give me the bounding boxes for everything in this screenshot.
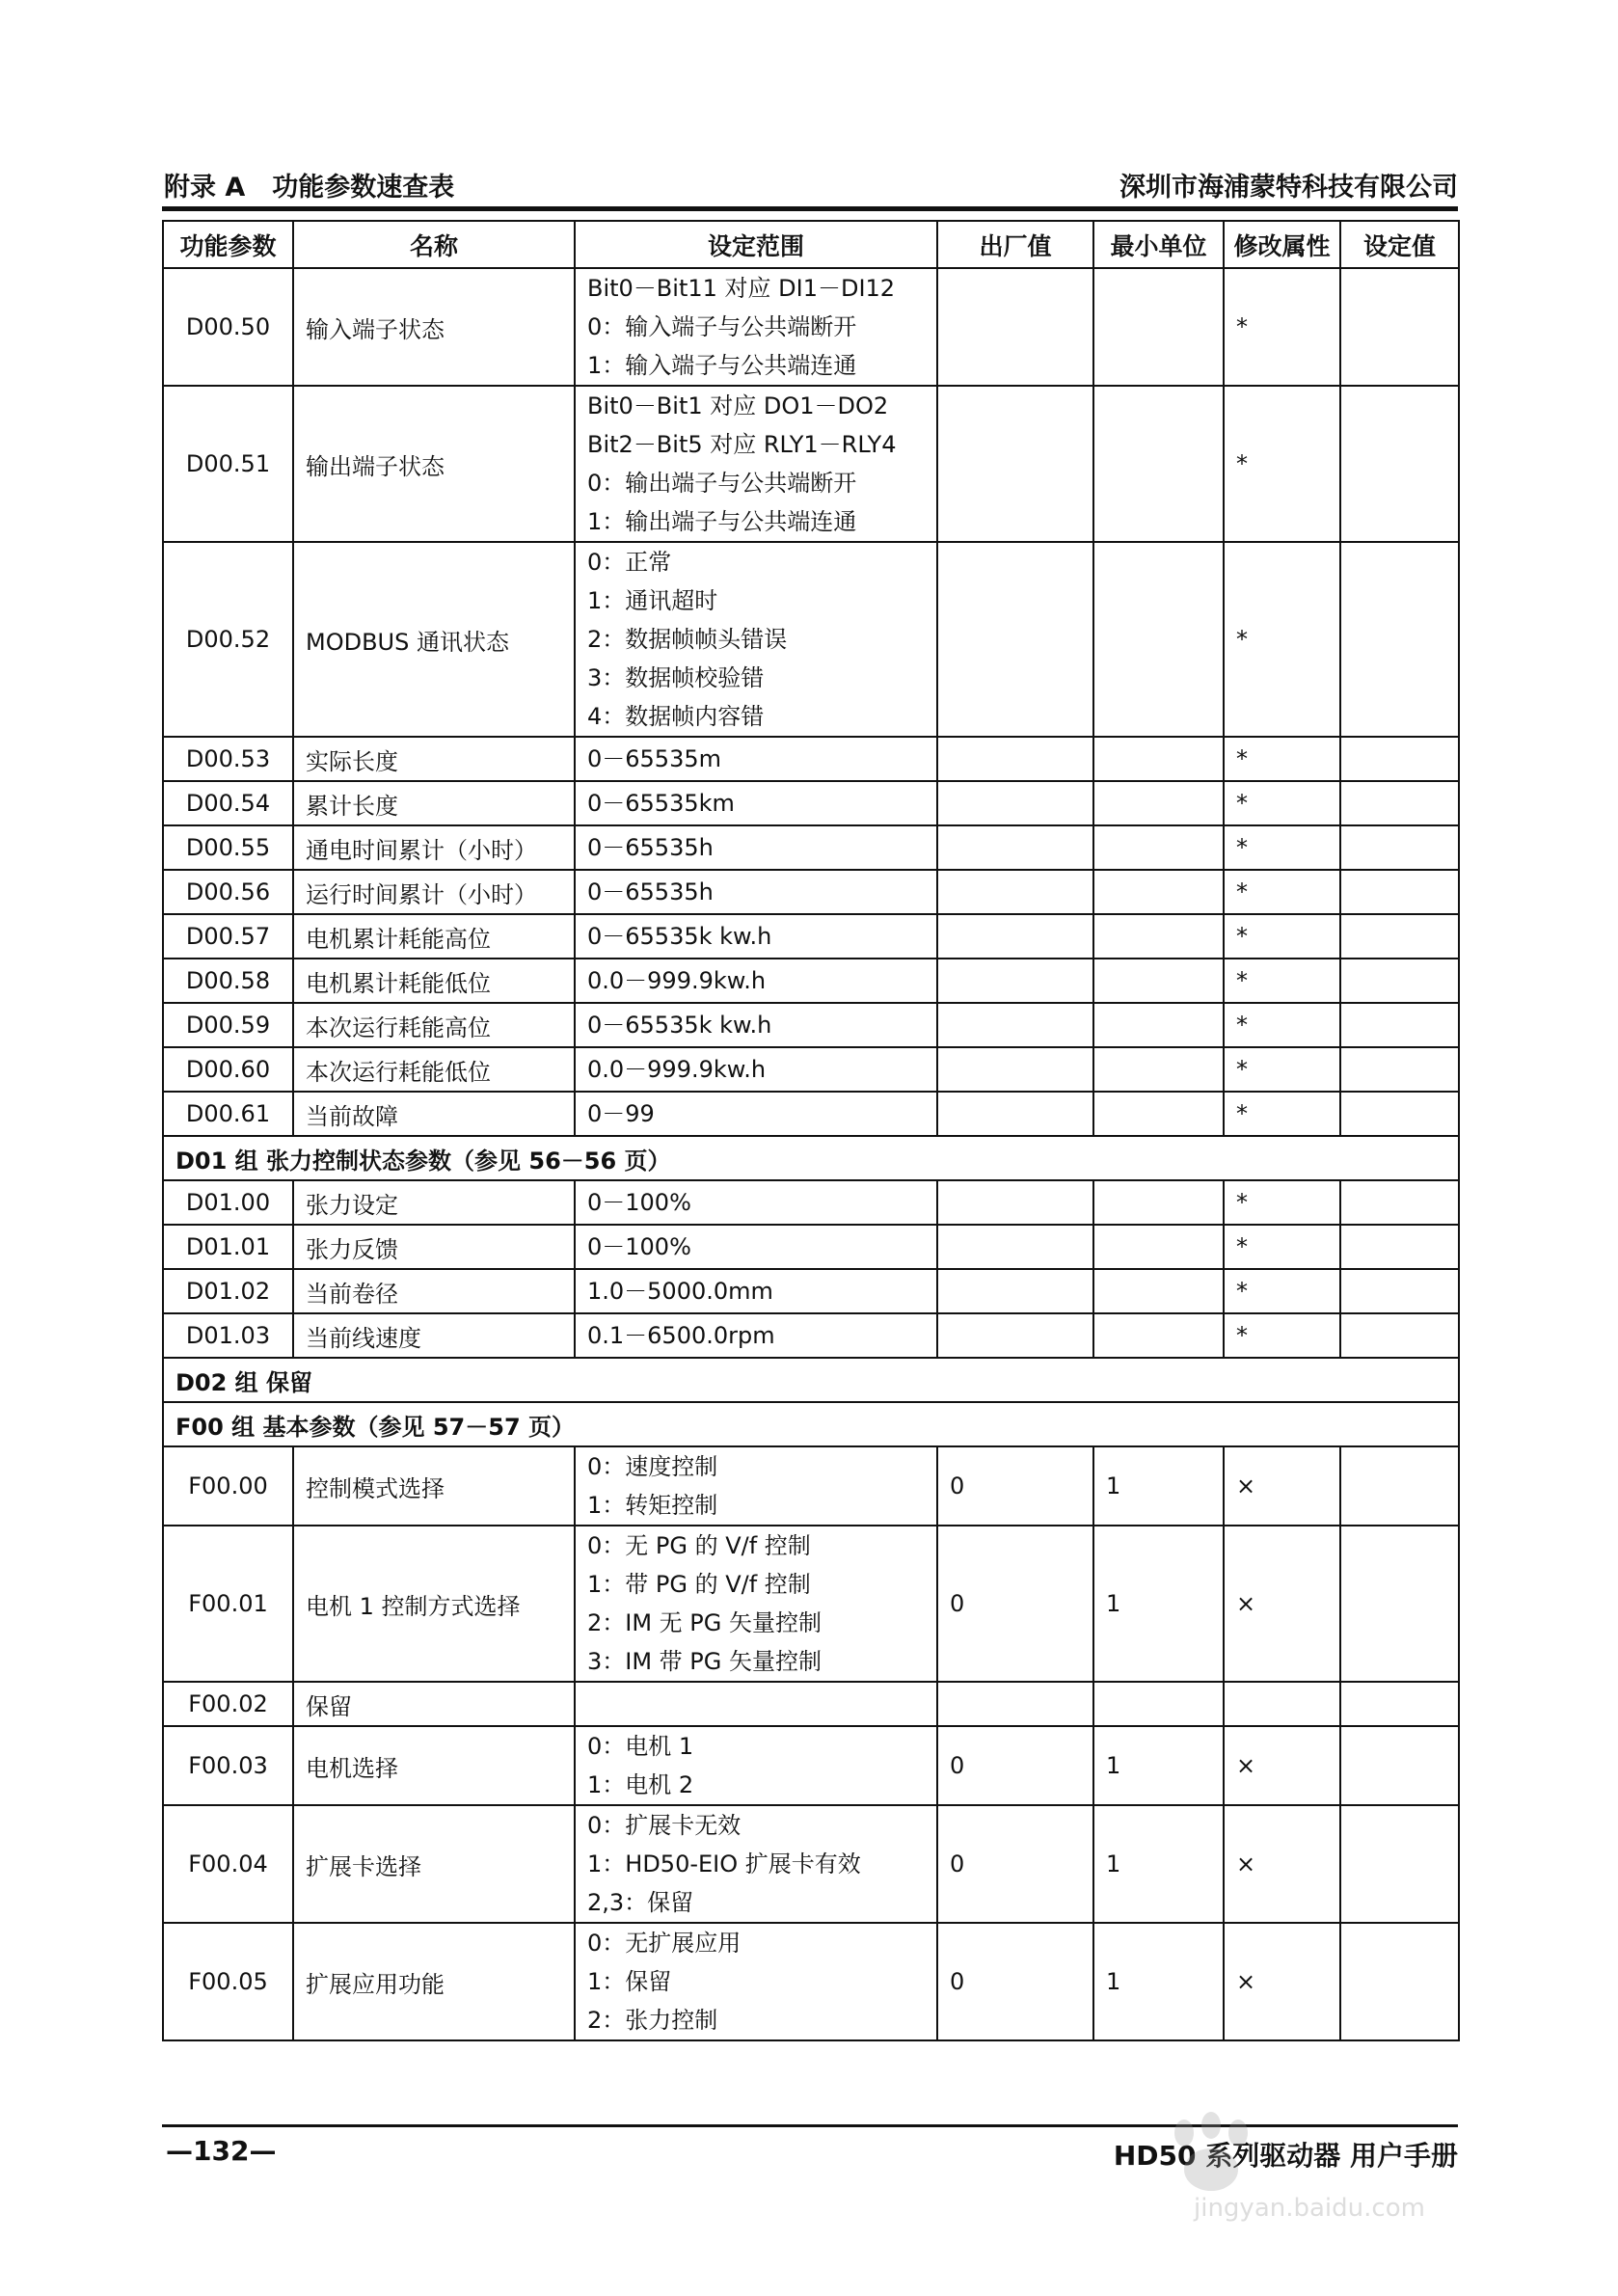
param-code: F00.02 — [163, 1682, 293, 1726]
param-name: 当前线速度 — [293, 1313, 575, 1358]
param-setting — [1340, 1726, 1459, 1805]
param-min-unit — [1093, 959, 1224, 1003]
param-modify-attr: * — [1224, 1269, 1340, 1313]
param-min-unit: 1 — [1093, 1526, 1224, 1682]
param-modify-attr: × — [1224, 1446, 1340, 1526]
group-header-row — [163, 1136, 1459, 1180]
param-min-unit: 1 — [1093, 1923, 1224, 2040]
param-name: 保留 — [293, 1682, 575, 1726]
param-setting — [1340, 959, 1459, 1003]
range-line: 0－65535k kw.h — [587, 1012, 772, 1039]
param-modify-attr: * — [1224, 781, 1340, 825]
param-range — [575, 1180, 937, 1225]
param-modify-attr: * — [1224, 268, 1340, 386]
range-line: 0－65535m — [587, 745, 721, 772]
param-name: 累计长度 — [293, 781, 575, 825]
param-range — [575, 1682, 937, 1726]
watermark-site: jingyan.baidu.com — [1194, 2194, 1425, 2223]
range-line: 0：电机 1 — [587, 1733, 694, 1760]
range-line: 2：数据帧帧头错误 — [587, 626, 788, 653]
company-name: 深圳市海浦蒙特科技有限公司 — [1119, 173, 1458, 203]
range-line: 3：IM 带 PG 矢量控制 — [587, 1648, 822, 1675]
header-rule — [162, 206, 1458, 211]
param-modify-attr: * — [1224, 737, 1340, 781]
param-code: D00.51 — [163, 386, 293, 542]
range-line: 1：输出端子与公共端连通 — [587, 508, 857, 535]
param-modify-attr: × — [1224, 1805, 1340, 1923]
param-modify-attr: * — [1224, 386, 1340, 542]
param-setting — [1340, 1446, 1459, 1526]
range-line: 0－100% — [587, 1233, 691, 1260]
param-row — [163, 737, 1459, 781]
param-name: 本次运行耗能高位 — [293, 1003, 575, 1047]
param-range — [575, 1526, 937, 1682]
range-line: 0－65535h — [587, 834, 714, 861]
param-name: 电机累计耗能低位 — [293, 959, 575, 1003]
param-row — [163, 1726, 1459, 1805]
param-name: 控制模式选择 — [293, 1446, 575, 1526]
param-range — [575, 737, 937, 781]
param-range — [575, 1269, 937, 1313]
range-line: 0－65535km — [587, 790, 735, 817]
range-line: 0：输出端子与公共端断开 — [587, 470, 857, 497]
param-default — [937, 1682, 1093, 1726]
param-range — [575, 1446, 937, 1526]
param-default — [937, 1180, 1093, 1225]
param-setting — [1340, 1225, 1459, 1269]
param-range — [575, 386, 937, 542]
param-name: 扩展应用功能 — [293, 1923, 575, 2040]
param-row — [163, 1003, 1459, 1047]
param-modify-attr: * — [1224, 1092, 1340, 1136]
col-header-default: 出厂值 — [937, 221, 1093, 268]
table-header-row — [163, 221, 1459, 268]
param-name: 实际长度 — [293, 737, 575, 781]
param-setting — [1340, 914, 1459, 959]
parameter-table — [162, 220, 1460, 2041]
param-name: 当前卷径 — [293, 1269, 575, 1313]
param-name: 通电时间累计（小时） — [293, 825, 575, 870]
param-name: 当前故障 — [293, 1092, 575, 1136]
param-min-unit — [1093, 1313, 1224, 1358]
range-line: 3：数据帧校验错 — [587, 664, 765, 691]
param-modify-attr: × — [1224, 1526, 1340, 1682]
param-setting — [1340, 1313, 1459, 1358]
range-line: 0：正常 — [587, 549, 672, 576]
param-modify-attr: * — [1224, 1225, 1340, 1269]
param-code: D00.54 — [163, 781, 293, 825]
param-min-unit: 1 — [1093, 1446, 1224, 1526]
param-name: 电机选择 — [293, 1726, 575, 1805]
appendix-label: 附录 A — [164, 173, 246, 203]
param-default — [937, 386, 1093, 542]
range-line: 0：速度控制 — [587, 1453, 718, 1480]
param-modify-attr: * — [1224, 914, 1340, 959]
param-code: F00.05 — [163, 1923, 293, 2040]
param-code: F00.04 — [163, 1805, 293, 1923]
param-min-unit — [1093, 1003, 1224, 1047]
param-min-unit — [1093, 870, 1224, 914]
param-modify-attr: * — [1224, 1313, 1340, 1358]
param-range — [575, 1225, 937, 1269]
param-setting — [1340, 1805, 1459, 1923]
param-setting — [1340, 1269, 1459, 1313]
param-default: 0 — [937, 1923, 1093, 2040]
param-range — [575, 1923, 937, 2040]
param-row — [163, 1225, 1459, 1269]
param-name: 张力设定 — [293, 1180, 575, 1225]
param-name: 输入端子状态 — [293, 268, 575, 386]
param-default — [937, 870, 1093, 914]
param-range — [575, 1003, 937, 1047]
param-setting — [1340, 737, 1459, 781]
param-default — [937, 1313, 1093, 1358]
range-line: 4：数据帧内容错 — [587, 703, 765, 730]
col-header-unit: 最小单位 — [1093, 221, 1224, 268]
param-default: 0 — [937, 1726, 1093, 1805]
param-code: D00.56 — [163, 870, 293, 914]
param-range — [575, 870, 937, 914]
col-header-range: 设定范围 — [575, 221, 937, 268]
param-row — [163, 781, 1459, 825]
param-default — [937, 1225, 1093, 1269]
range-line: 0.0－999.9kw.h — [587, 967, 767, 994]
param-setting — [1340, 870, 1459, 914]
param-range — [575, 959, 937, 1003]
param-modify-attr — [1224, 1682, 1340, 1726]
param-row — [163, 870, 1459, 914]
param-range — [575, 1092, 937, 1136]
range-line: 0：无扩展应用 — [587, 1930, 742, 1957]
param-min-unit — [1093, 781, 1224, 825]
param-default — [937, 1047, 1093, 1092]
range-line: 2,3：保留 — [587, 1889, 694, 1916]
param-row — [163, 1682, 1459, 1726]
param-modify-attr: × — [1224, 1923, 1340, 2040]
param-default — [937, 781, 1093, 825]
group-label: D02 组 保留 — [163, 1358, 1459, 1402]
col-header-name: 名称 — [293, 221, 575, 268]
param-default: 0 — [937, 1805, 1093, 1923]
param-min-unit — [1093, 1047, 1224, 1092]
param-code: D00.57 — [163, 914, 293, 959]
param-name: 运行时间累计（小时） — [293, 870, 575, 914]
param-code: D00.53 — [163, 737, 293, 781]
param-default — [937, 1092, 1093, 1136]
param-code: F00.00 — [163, 1446, 293, 1526]
param-min-unit — [1093, 1225, 1224, 1269]
range-line: Bit0－Bit1 对应 DO1－DO2 — [587, 392, 889, 419]
param-modify-attr: * — [1224, 1180, 1340, 1225]
range-line: 1：转矩控制 — [587, 1492, 718, 1519]
param-name: 扩展卡选择 — [293, 1805, 575, 1923]
param-setting — [1340, 1180, 1459, 1225]
param-code: F00.03 — [163, 1726, 293, 1805]
range-line: 2：IM 无 PG 矢量控制 — [587, 1609, 822, 1636]
param-range — [575, 268, 937, 386]
param-setting — [1340, 268, 1459, 386]
range-line: 1：电机 2 — [587, 1771, 694, 1798]
param-range — [575, 542, 937, 737]
param-modify-attr: * — [1224, 1047, 1340, 1092]
param-min-unit — [1093, 386, 1224, 542]
param-range — [575, 825, 937, 870]
paw-watermark-icon — [1155, 2112, 1271, 2199]
param-default — [937, 542, 1093, 737]
range-line: 0：输入端子与公共端断开 — [587, 313, 857, 340]
group-label: F00 组 基本参数（参见 57－57 页） — [163, 1402, 1459, 1446]
param-row — [163, 1269, 1459, 1313]
param-code: D00.52 — [163, 542, 293, 737]
param-name: MODBUS 通讯状态 — [293, 542, 575, 737]
param-setting — [1340, 1923, 1459, 2040]
param-setting — [1340, 1526, 1459, 1682]
param-row — [163, 542, 1459, 737]
param-code: D00.61 — [163, 1092, 293, 1136]
param-setting — [1340, 781, 1459, 825]
param-min-unit — [1093, 1180, 1224, 1225]
param-default — [937, 825, 1093, 870]
range-line: 1：HD50-EIO 扩展卡有效 — [587, 1850, 861, 1877]
range-line: 0：扩展卡无效 — [587, 1812, 742, 1839]
group-label: D01 组 张力控制状态参数（参见 56－56 页） — [163, 1136, 1459, 1180]
param-modify-attr: * — [1224, 870, 1340, 914]
param-name: 输出端子状态 — [293, 386, 575, 542]
range-line: 1：输入端子与公共端连通 — [587, 352, 857, 379]
col-header-setting: 设定值 — [1340, 221, 1459, 268]
param-code: D00.59 — [163, 1003, 293, 1047]
param-row — [163, 959, 1459, 1003]
param-min-unit — [1093, 1092, 1224, 1136]
range-line: 0.0－999.9kw.h — [587, 1056, 767, 1083]
section-title: 功能参数速查表 — [272, 173, 455, 203]
param-default — [937, 1269, 1093, 1313]
param-code: D00.50 — [163, 268, 293, 386]
range-line: Bit2－Bit5 对应 RLY1－RLY4 — [587, 431, 897, 458]
param-default: 0 — [937, 1526, 1093, 1682]
param-row — [163, 386, 1459, 542]
param-code: D00.58 — [163, 959, 293, 1003]
col-header-attr: 修改属性 — [1224, 221, 1340, 268]
table-body — [163, 268, 1459, 2040]
param-modify-attr: * — [1224, 1003, 1340, 1047]
param-min-unit: 1 — [1093, 1726, 1224, 1805]
range-line: 0.1－6500.0rpm — [587, 1322, 775, 1349]
param-min-unit — [1093, 825, 1224, 870]
param-row — [163, 914, 1459, 959]
param-setting — [1340, 825, 1459, 870]
param-setting — [1340, 1092, 1459, 1136]
param-row — [163, 1805, 1459, 1923]
param-min-unit — [1093, 737, 1224, 781]
param-code: D01.00 — [163, 1180, 293, 1225]
param-min-unit: 1 — [1093, 1805, 1224, 1923]
range-line: 0－65535k kw.h — [587, 923, 772, 950]
param-code: D00.60 — [163, 1047, 293, 1092]
param-row — [163, 1313, 1459, 1358]
param-default: 0 — [937, 1446, 1093, 1526]
group-header-row — [163, 1402, 1459, 1446]
range-line: 1：通讯超时 — [587, 587, 718, 614]
param-code: D01.01 — [163, 1225, 293, 1269]
param-name: 张力反馈 — [293, 1225, 575, 1269]
param-default — [937, 914, 1093, 959]
param-name: 电机 1 控制方式选择 — [293, 1526, 575, 1682]
param-range — [575, 1313, 937, 1358]
param-code: D01.02 — [163, 1269, 293, 1313]
param-name: 电机累计耗能高位 — [293, 914, 575, 959]
group-header-row — [163, 1358, 1459, 1402]
param-modify-attr: * — [1224, 542, 1340, 737]
page-number: —132— — [166, 2135, 277, 2167]
param-modify-attr: * — [1224, 959, 1340, 1003]
param-min-unit — [1093, 268, 1224, 386]
param-modify-attr: * — [1224, 825, 1340, 870]
param-row — [163, 1526, 1459, 1682]
param-range — [575, 914, 937, 959]
range-line: 1：带 PG 的 V/f 控制 — [587, 1571, 811, 1598]
param-setting — [1340, 1003, 1459, 1047]
param-modify-attr: × — [1224, 1726, 1340, 1805]
param-min-unit — [1093, 1682, 1224, 1726]
param-setting — [1340, 542, 1459, 737]
range-line: 1.0－5000.0mm — [587, 1278, 773, 1305]
param-setting — [1340, 386, 1459, 542]
param-min-unit — [1093, 914, 1224, 959]
range-line: 0－65535h — [587, 878, 714, 905]
param-setting — [1340, 1682, 1459, 1726]
param-setting — [1340, 1047, 1459, 1092]
manual-title: HD50 系列驱动器 用户手册 — [1113, 2140, 1458, 2172]
param-code: F00.01 — [163, 1526, 293, 1682]
param-default — [937, 1003, 1093, 1047]
watermark — [1155, 2112, 1473, 2228]
param-row — [163, 268, 1459, 386]
range-line: 0：无 PG 的 V/f 控制 — [587, 1532, 811, 1559]
param-row — [163, 1092, 1459, 1136]
range-line: 2：张力控制 — [587, 2007, 718, 2034]
col-header-code: 功能参数 — [163, 221, 293, 268]
param-range — [575, 781, 937, 825]
range-line: 0－99 — [587, 1100, 655, 1127]
param-range — [575, 1726, 937, 1805]
param-code: D00.55 — [163, 825, 293, 870]
range-line: 1：保留 — [587, 1968, 672, 1995]
param-code: D01.03 — [163, 1313, 293, 1358]
param-default — [937, 959, 1093, 1003]
param-min-unit — [1093, 1269, 1224, 1313]
param-min-unit — [1093, 542, 1224, 737]
param-row — [163, 1180, 1459, 1225]
param-range — [575, 1047, 937, 1092]
param-name: 本次运行耗能低位 — [293, 1047, 575, 1092]
param-row — [163, 1446, 1459, 1526]
param-row — [163, 1047, 1459, 1092]
page-header-section — [164, 166, 454, 203]
param-range — [575, 1805, 937, 1923]
param-default — [937, 268, 1093, 386]
param-default — [937, 737, 1093, 781]
range-line: 0－100% — [587, 1189, 691, 1216]
range-line: Bit0－Bit11 对应 DI1－DI12 — [587, 275, 896, 302]
param-row — [163, 825, 1459, 870]
param-row — [163, 1923, 1459, 2040]
